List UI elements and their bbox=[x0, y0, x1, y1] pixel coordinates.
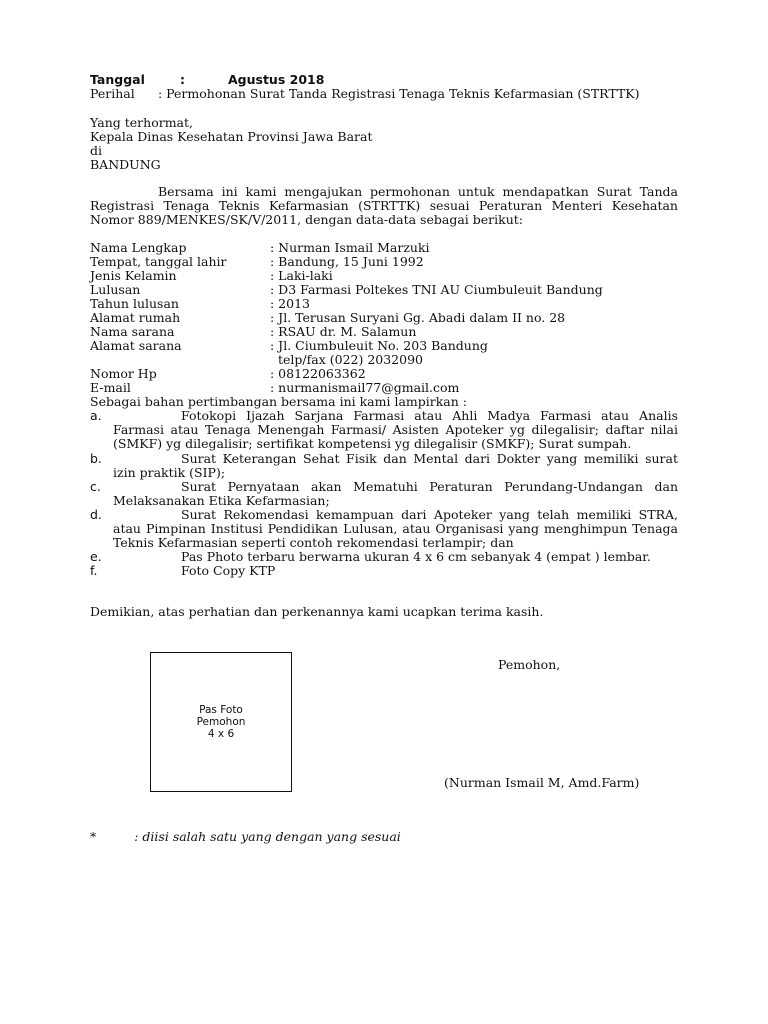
date-value: Agustus 2018 bbox=[228, 72, 325, 87]
field-value-name: : Nurman Ismail Marzuki bbox=[270, 240, 430, 255]
field-label-facility: Nama sarana bbox=[90, 324, 175, 339]
intro-paragraph: Bersama ini kami mengajukan permohonan untuk mendapatkan Surat Tanda Registrasi Tenaga Teknis Kefarmasian (STRTTK) sesuai Peraturan Menteri Kesehatan Nomor 889/MENKES/SK/V/2011, dengan data-data sebagai berikut: bbox=[90, 184, 678, 227]
signature-label: Pemohon, bbox=[498, 657, 561, 672]
signature-name: (Nurman Ismail M, Amd.Farm) bbox=[444, 775, 640, 790]
field-value-home-address: : Jl. Terusan Suryani Gg. Abadi dalam II no. 28 bbox=[270, 310, 566, 325]
attachment-text-c: Surat Pernyataan akan Mematuhi Peraturan Perundang-Undangan dan Melaksanakan Etika Kefarmasian; bbox=[113, 479, 678, 508]
field-value-facility: : RSAU dr. M. Salamun bbox=[270, 324, 417, 339]
attachment-text-b: Surat Keterangan Sehat Fisik dan Mental dari Dokter yang memiliki surat izin praktik (SIP); bbox=[113, 451, 678, 480]
date-colon: : bbox=[180, 72, 185, 87]
attachment-letter-f: f. bbox=[90, 563, 98, 578]
field-label-facility-address: Alamat sarana bbox=[90, 338, 182, 353]
field-value-facility-address: : Jl. Ciumbuleuit No. 203 Bandung bbox=[270, 338, 488, 353]
field-label-grad-year: Tahun lulusan bbox=[90, 296, 179, 311]
footnote-mark: * bbox=[90, 829, 97, 844]
photo-label-line1: Pas Foto bbox=[199, 704, 243, 716]
footnote-text: : diisi salah satu yang dengan yang sesuai bbox=[134, 829, 401, 844]
recipient: Kepala Dinas Kesehatan Provinsi Jawa Barat bbox=[90, 129, 373, 144]
subject-label: Perihal bbox=[90, 86, 135, 101]
closing-text: Demikian, atas perhatian dan perkenannya kami ucapkan terima kasih. bbox=[90, 604, 544, 619]
photo-placeholder-box bbox=[150, 652, 292, 792]
field-label-graduate: Lulusan bbox=[90, 282, 141, 297]
field-value-gender: : Laki-laki bbox=[270, 268, 333, 283]
attachment-letter-e: e. bbox=[90, 549, 102, 564]
attachment-text-d: Surat Rekomendasi kemampuan dari Apoteker yang telah memiliki STRA, atau Pimpinan Institusi Pendidikan Lulusan, atau Organisasi yang menghimpun Tenaga Teknis Kefarmasian seperti contoh rekomendasi terlampir; dan bbox=[113, 507, 678, 550]
field-label-phone: Nomor Hp bbox=[90, 366, 157, 381]
greeting: Yang terhormat, bbox=[90, 115, 194, 130]
attachment-letter-c: c. bbox=[90, 479, 101, 494]
recipient-di: di bbox=[90, 143, 102, 158]
attachment-letter-a: a. bbox=[90, 408, 102, 423]
field-label-name: Nama Lengkap bbox=[90, 240, 187, 255]
field-value-facility-phone: telp/fax (022) 2032090 bbox=[278, 352, 423, 367]
photo-label-line2: Pemohon bbox=[196, 716, 246, 728]
field-value-graduate: : D3 Farmasi Poltekes TNI AU Ciumbuleuit Bandung bbox=[270, 282, 603, 297]
subject-text: : Permohonan Surat Tanda Registrasi Tenaga Teknis Kefarmasian (STRTTK) bbox=[158, 86, 640, 101]
field-value-birth: : Bandung, 15 Juni 1992 bbox=[270, 254, 424, 269]
photo-label-line3: 4 x 6 bbox=[207, 728, 235, 740]
attachment-letter-b: b. bbox=[90, 451, 102, 466]
footnote bbox=[90, 830, 401, 844]
field-value-email: : nurmanismail77@gmail.com bbox=[270, 380, 460, 395]
date-label: Tanggal bbox=[90, 72, 145, 87]
attachment-letter-d: d. bbox=[90, 507, 102, 522]
attachment-text-a: Fotokopi Ijazah Sarjana Farmasi atau Ahli Madya Farmasi atau Analis Farmasi atau Tenaga Menengah Farmasi/ Asisten Apoteker yg dilegalisir; daftar nilai (SMKF) yg dilegalisir; sertifikat kompetensi yg dilegalisir (SMKF); Surat sumpah. bbox=[113, 408, 678, 451]
attachments-intro: Sebagai bahan pertimbangan bersama ini kami lampirkan : bbox=[90, 394, 467, 409]
recipient-city: BANDUNG bbox=[90, 157, 161, 172]
field-label-gender: Jenis Kelamin bbox=[90, 268, 177, 283]
field-value-grad-year: : 2013 bbox=[270, 296, 310, 311]
field-label-email: E-mail bbox=[90, 380, 131, 395]
field-label-birth: Tempat, tanggal lahir bbox=[90, 254, 227, 269]
field-label-home-address: Alamat rumah bbox=[90, 310, 181, 325]
field-value-phone: : 08122063362 bbox=[270, 366, 366, 381]
attachment-text-e: Pas Photo terbaru berwarna ukuran 4 x 6 cm sebanyak 4 (empat ) lembar. bbox=[181, 549, 651, 564]
attachment-text-f: Foto Copy KTP bbox=[181, 563, 276, 578]
